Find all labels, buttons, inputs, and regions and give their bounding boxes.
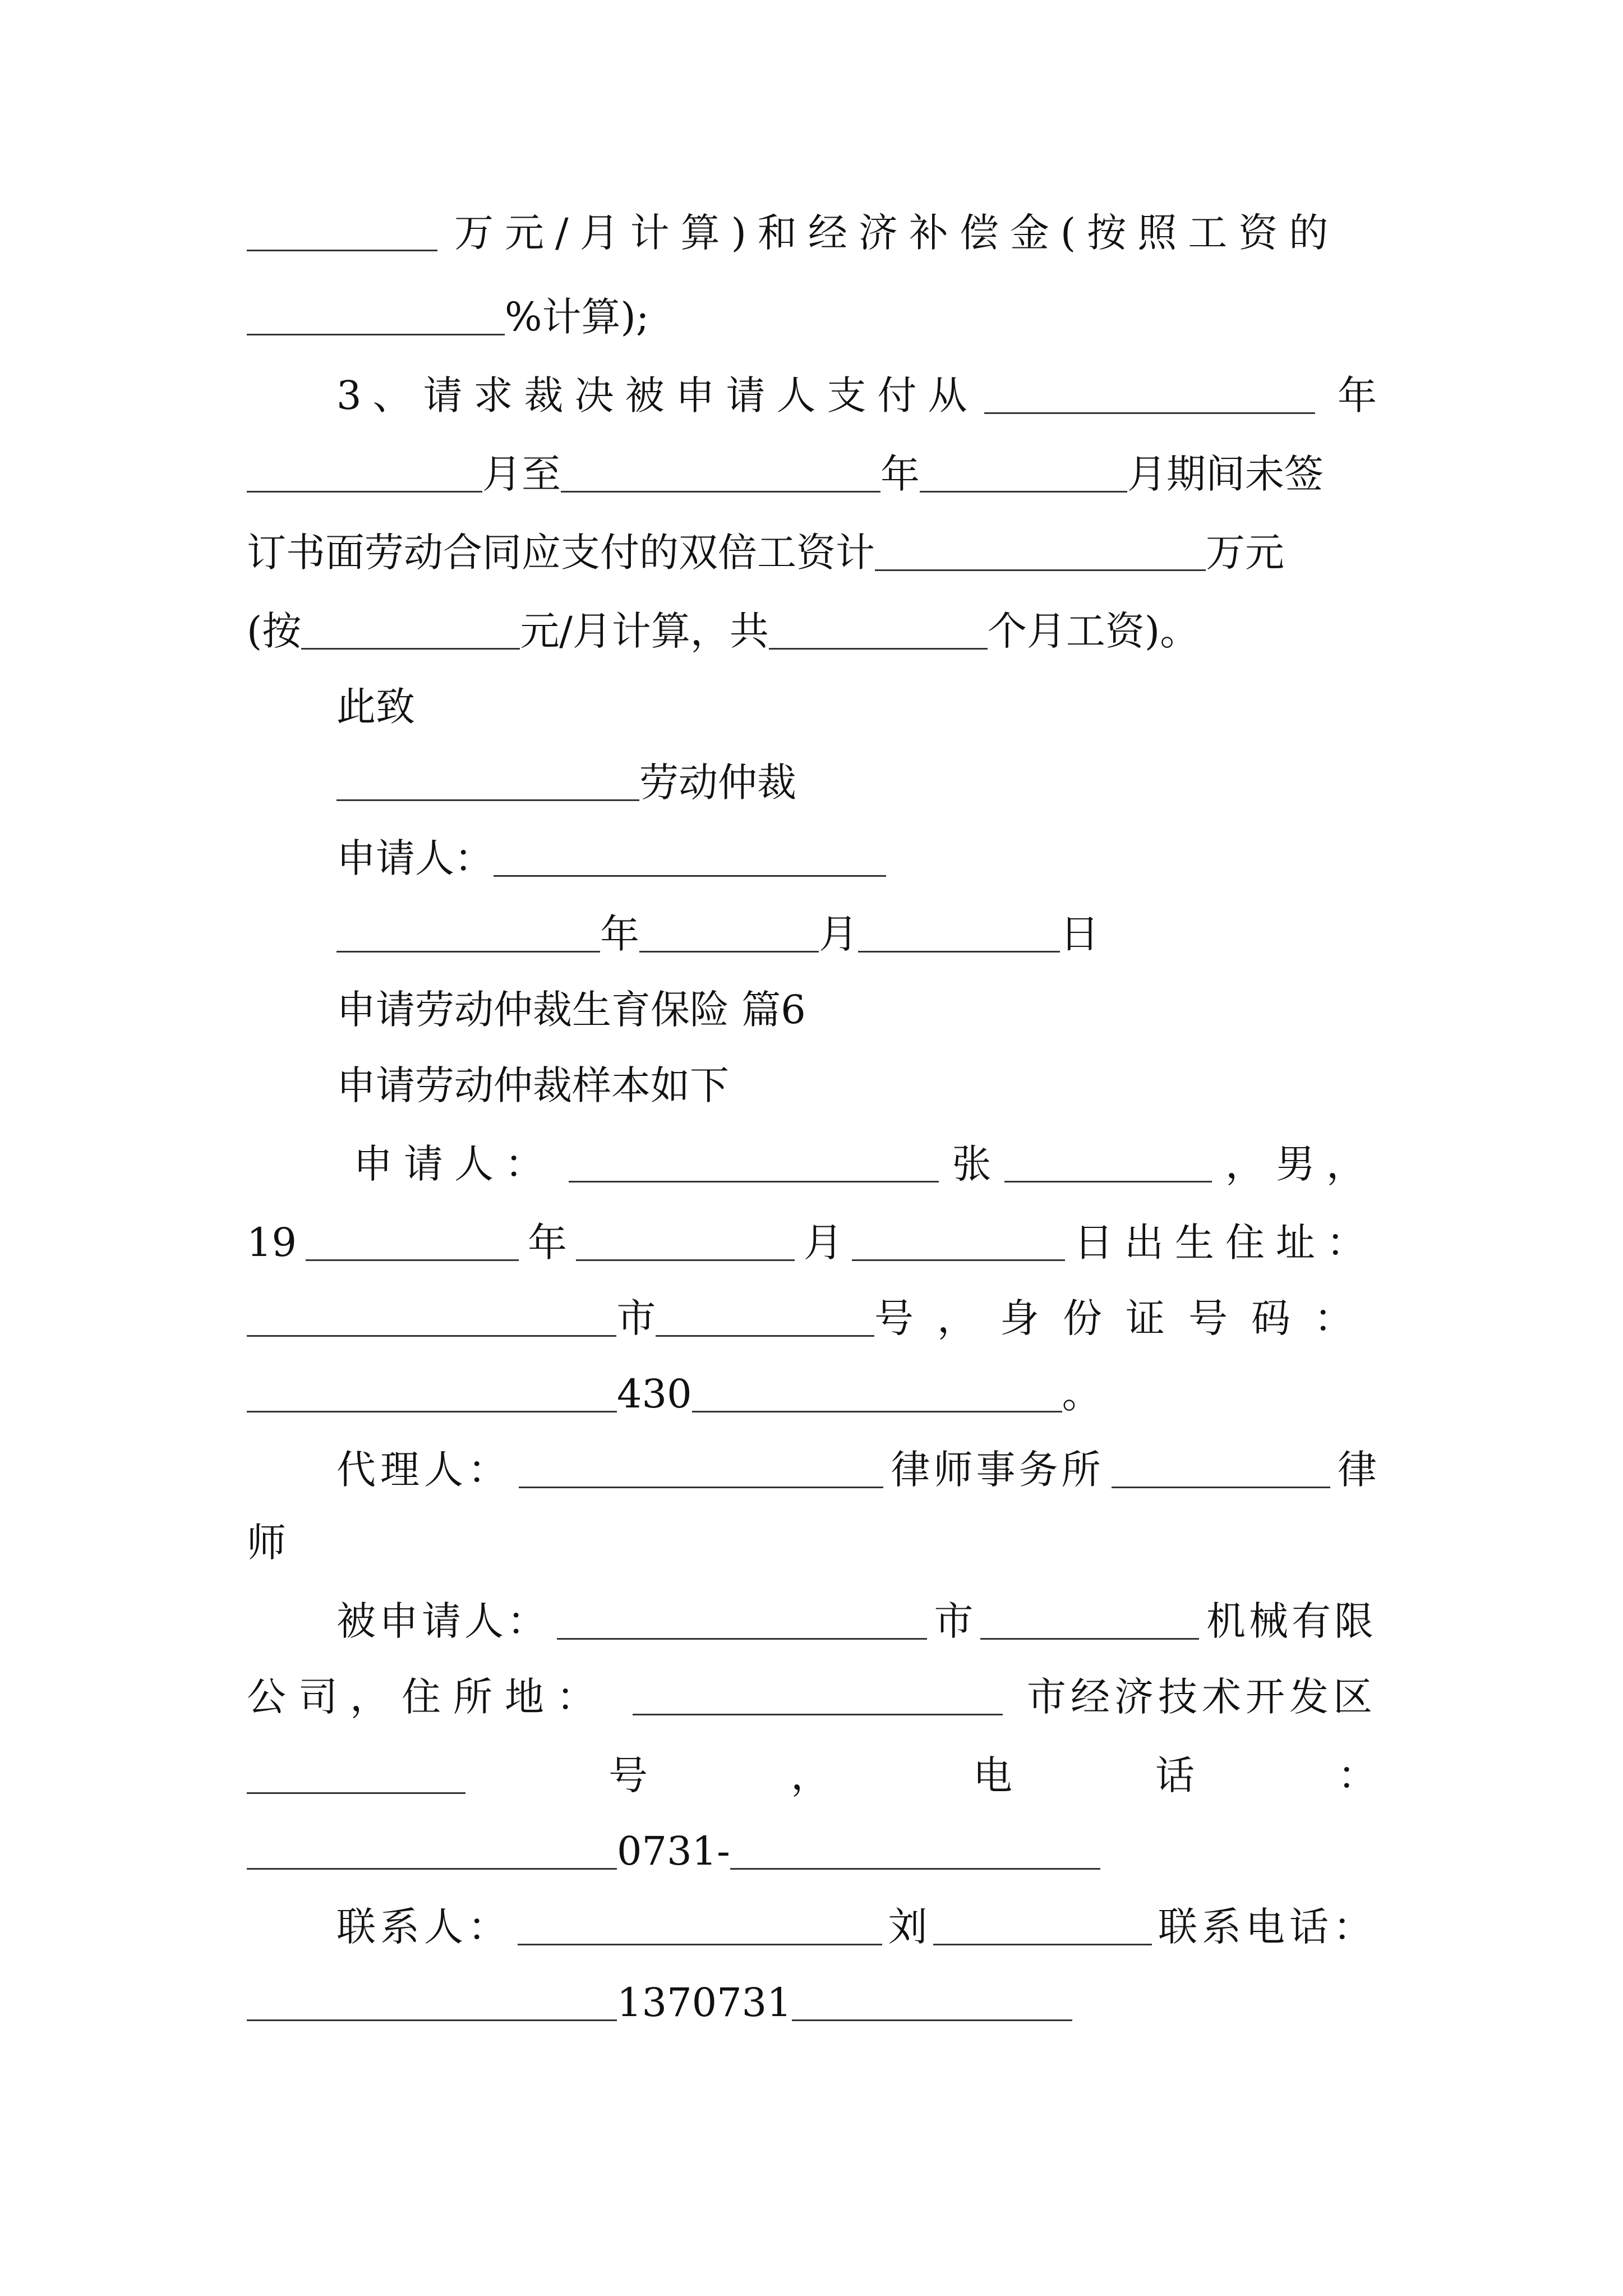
text: 个月工资)。 — [987, 608, 1200, 654]
text-line — [247, 1745, 1377, 1806]
blank-underline — [933, 1908, 1152, 1945]
text: 号，身份证号码： — [874, 1295, 1377, 1341]
text-line — [336, 676, 1377, 738]
text: 订书面劳动合同应支付的双倍工资计 — [247, 530, 875, 576]
text: 年 — [528, 1220, 568, 1266]
blank-underline — [792, 1984, 1072, 2021]
text: 月 — [819, 911, 858, 957]
text: 张 — [952, 1141, 992, 1187]
text-line — [247, 1212, 1377, 1273]
blank-underline — [1112, 1451, 1330, 1488]
text: 机械有限 — [1206, 1598, 1377, 1644]
text-line — [336, 827, 1377, 889]
text-line — [247, 600, 1377, 662]
blank-underline — [518, 1908, 882, 1945]
section-heading — [336, 979, 1377, 1041]
text: 年 — [880, 451, 920, 497]
blank-underline — [247, 1375, 617, 1412]
text-line — [247, 1666, 1377, 1728]
text: 19 — [247, 1220, 297, 1266]
text: 市 — [934, 1598, 974, 1644]
text: 律师事务所 — [891, 1447, 1104, 1493]
blank-underline — [692, 1375, 1062, 1412]
blank-underline — [633, 1678, 1003, 1715]
text: 刘 — [888, 1904, 928, 1950]
text: 430 — [617, 1371, 692, 1417]
text: 。 — [1062, 1371, 1101, 1417]
text: 申请人： — [353, 1141, 555, 1187]
blank-underline — [875, 533, 1206, 571]
blank-underline — [306, 1223, 519, 1261]
text: 律 — [1338, 1447, 1377, 1493]
text: 1370731 — [617, 1980, 792, 2026]
blank-underline — [639, 915, 819, 953]
blank-underline — [576, 1223, 795, 1261]
text: 此致 — [336, 684, 415, 730]
blank-underline — [247, 455, 482, 493]
blank-underline — [858, 915, 1060, 953]
text: ，男， — [1225, 1141, 1377, 1187]
text: 月期间未签 — [1127, 451, 1324, 497]
text-line — [336, 752, 1377, 813]
text: 师 — [247, 1520, 286, 1566]
text: 日出生住址： — [1073, 1220, 1377, 1266]
blank-underline — [336, 915, 600, 953]
text: 万元 — [1206, 530, 1284, 576]
blank-underline — [247, 214, 437, 251]
text: 年 — [1338, 372, 1377, 418]
text: 市经济技术开发区 — [1027, 1674, 1377, 1720]
text-line — [247, 1820, 1377, 1882]
blank-underline — [557, 1602, 927, 1640]
text-line — [247, 443, 1377, 505]
text: 年 — [600, 911, 639, 957]
text: 市 — [616, 1295, 656, 1341]
text-line — [336, 1439, 1377, 1501]
blank-underline — [769, 612, 988, 650]
text: ， — [791, 1752, 830, 1798]
text: 万元/月计算)和经济补偿金(按照工资的 — [454, 210, 1340, 256]
text-line — [247, 1972, 1377, 2033]
text: 号 — [608, 1752, 648, 1798]
blank-underline — [569, 1145, 939, 1182]
text-line — [353, 1133, 1377, 1195]
blank-underline — [247, 1832, 617, 1870]
text-line — [336, 1896, 1377, 1958]
blank-underline — [1004, 1145, 1212, 1182]
text-line — [247, 522, 1377, 583]
text: (按 — [247, 608, 302, 654]
text: 被申请人： — [336, 1598, 550, 1644]
text-line — [247, 1512, 1377, 1573]
text-line — [247, 1363, 1377, 1425]
text: 话 — [1155, 1752, 1195, 1798]
text-line — [336, 1590, 1377, 1652]
blank-underline — [247, 298, 505, 335]
text: 0731- — [617, 1828, 730, 1874]
blank-underline — [336, 763, 639, 801]
text: 月至 — [482, 451, 561, 497]
text: 电 — [973, 1752, 1012, 1798]
text-line — [336, 903, 1377, 965]
text: %计算); — [505, 294, 649, 340]
text: ： — [1338, 1752, 1377, 1798]
blank-underline — [852, 1223, 1065, 1261]
text: 月 — [804, 1220, 843, 1266]
blank-underline — [561, 455, 880, 493]
text: 元/月计算，共 — [520, 608, 769, 654]
text-line — [247, 286, 1377, 348]
text: 申请人： — [336, 835, 494, 881]
text: 公司，住所地： — [247, 1674, 608, 1720]
text-line — [247, 202, 1377, 264]
text: 劳动仲裁 — [639, 760, 796, 806]
text: 联系人： — [336, 1904, 511, 1950]
blank-underline — [247, 1984, 617, 2021]
blank-underline — [494, 839, 886, 877]
blank-underline — [301, 612, 520, 650]
blank-underline — [247, 1299, 616, 1337]
text: 代理人： — [336, 1447, 511, 1493]
blank-underline — [920, 455, 1127, 493]
text: 申请劳动仲裁样本如下 — [336, 1062, 729, 1108]
blank-underline — [519, 1451, 883, 1488]
text-line — [336, 1055, 1377, 1116]
blank-underline — [656, 1299, 874, 1337]
blank-underline — [730, 1832, 1100, 1870]
blank-underline — [984, 376, 1315, 414]
text: 申请劳动仲裁生育保险 篇6 — [336, 987, 806, 1033]
text: 联系电话： — [1158, 1904, 1377, 1950]
text: 日 — [1060, 911, 1099, 957]
blank-underline — [980, 1602, 1199, 1640]
text-line — [336, 365, 1377, 426]
text: 3、请求裁决被申请人支付从 — [336, 372, 979, 418]
text-line — [247, 1287, 1377, 1349]
blank-underline — [247, 1756, 465, 1794]
